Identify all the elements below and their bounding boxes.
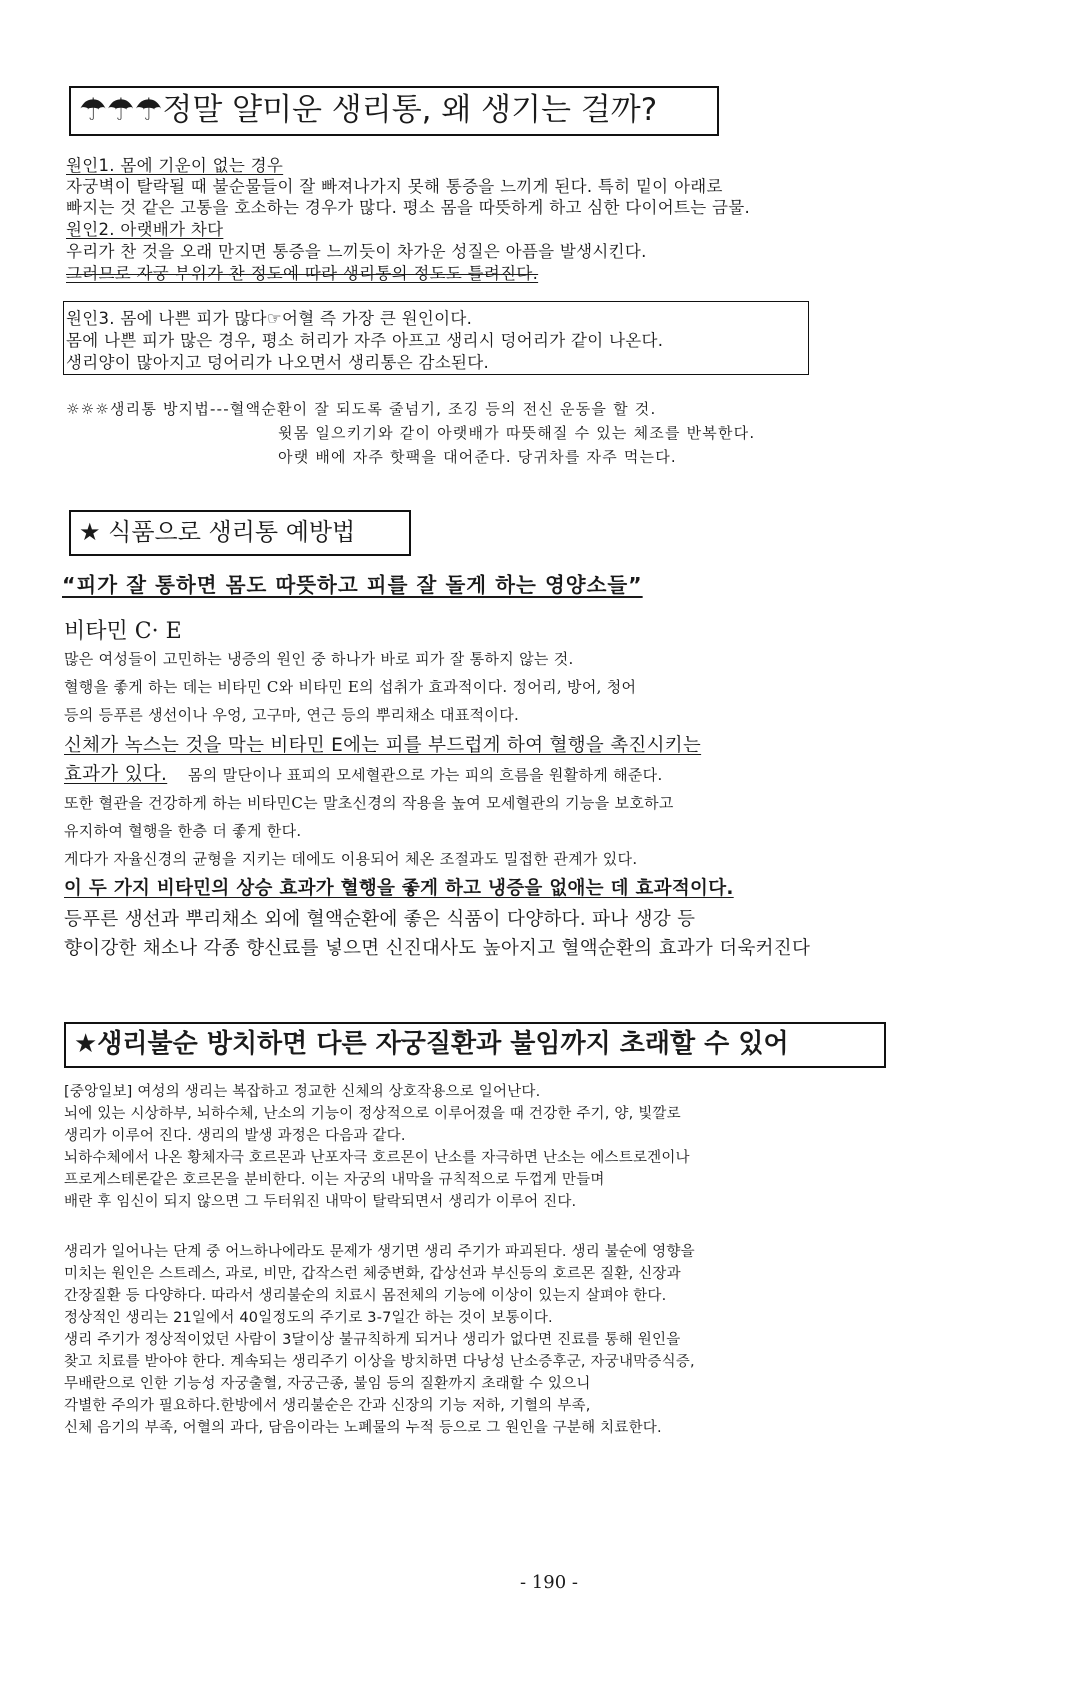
text-line: 각별한 주의가 필요하다.한방에서 생리불순은 간과 신장의 기능 저하, 기혈의 부족, xyxy=(64,1398,591,1414)
text-line: 많은 여성들이 고민하는 냉증의 원인 중 하나가 바로 피가 잘 통하지 않는 것. xyxy=(64,650,574,668)
nutrients-quote: “피가 잘 통하면 몸도 따뜻하고 피를 잘 돌게 하는 영양소들” xyxy=(62,573,643,597)
text-line: 이 두 가지 비타민의 상승 효과가 혈행을 좋게 하고 냉증을 없애는 데 효과적이다. xyxy=(64,878,734,899)
tip-line: ☼☼☼생리통 방지법---혈액순환이 잘 되도록 줄넘기, 조깅 등의 전신 운동을 할 것. xyxy=(66,400,657,418)
text-line: 몸의 말단이나 표피의 모세혈관으로 가는 피의 흐름을 원활하게 해준다. xyxy=(188,766,663,784)
tip-line: 아랫 배에 자주 핫팩을 대어준다. 당귀차를 자주 먹는다. xyxy=(278,448,677,466)
text-line: 뇌에 있는 시상하부, 뇌하수체, 난소의 기능이 정상적으로 이루어졌을 때 건강한 주기, 양, 빛깔로 xyxy=(64,1106,681,1122)
text-line: 등푸른 생선과 뿌리채소 외에 혈액순환에 좋은 식품이 다양하다. 파나 생강 등 xyxy=(64,909,696,930)
section-title-irregular-period: ★생리불순 방치하면 다른 자궁질환과 불임까지 초래할 수 있어 xyxy=(64,1022,886,1068)
text-line: 정상적인 생리는 21일에서 40일정도의 주기로 3-7일간 하는 것이 보통이다. xyxy=(64,1310,553,1326)
text-line: 뇌하수체에서 나온 황체자극 호르몬과 난포자극 호르몬이 난소를 자극하면 난소는 에스트로겐이나 xyxy=(64,1150,690,1166)
text-line: 신체가 녹스는 것을 막는 비타민 E에는 피를 부드럽게 하여 혈행을 촉진시키는 xyxy=(64,735,702,756)
text-line: 무배란으로 인한 기능성 자궁출혈, 자궁근종, 불임 등의 질환까지 초래할 수 있으니 xyxy=(64,1376,591,1392)
text-line: [중앙일보] 여성의 생리는 복잡하고 정교한 신체의 상호작용으로 일어난다. xyxy=(64,1084,541,1100)
text-line: 혈행을 좋게 하는 데는 비타민 C와 비타민 E의 섭취가 효과적이다. 정어리, 방어, 청어 xyxy=(64,678,637,696)
text-line: 향이강한 채소나 각종 향신료를 넣으면 신진대사도 높아지고 혈액순환의 효과가 더욱커진다 xyxy=(64,938,811,959)
text-line: 등의 등푸른 생선이나 우엉, 고구마, 연근 등의 뿌리채소 대표적이다. xyxy=(64,706,520,724)
text-line: 생리가 이루어 진다. 생리의 발생 과정은 다음과 같다. xyxy=(64,1128,406,1144)
text-line: 게다가 자율신경의 균형을 지키는 데에도 이용되어 체온 조절과도 밀접한 관계가 있다. xyxy=(64,850,638,868)
text-line: 우리가 찬 것을 오래 만지면 통증을 느끼듯이 차가운 성질은 아픔을 발생시킨다. xyxy=(66,242,647,261)
text-line: 생리양이 많아지고 덩어리가 나오면서 생리통은 감소된다. xyxy=(66,353,490,372)
section-title-food-prevention: ★ 식품으로 생리통 예방법 xyxy=(69,510,411,556)
text-line: 간장질환 등 다양하다. 따라서 생리불순의 치료시 몸전체의 기능에 이상이 있는지 살펴야 한다. xyxy=(64,1288,667,1304)
vitamin-heading: 비타민 C· E xyxy=(64,619,182,644)
cause2-heading: 원인2. 아랫배가 차다 xyxy=(66,220,224,239)
text-line: 그러므로 자궁 부위가 찬 정도에 따라 생리통의 정도도 틀려진다. xyxy=(66,264,539,283)
text-line: 배란 후 임신이 되지 않으면 그 두터워진 내막이 탈락되면서 생리가 이루어 진다. xyxy=(64,1194,577,1210)
tip-line: 윗몸 일으키기와 같이 아랫배가 따뜻해질 수 있는 체조를 반복한다. xyxy=(278,424,756,442)
section-title-cramps-cause: ☂☂☂정말 얄미운 생리통, 왜 생기는 걸까? xyxy=(69,86,719,136)
cause3-heading: 원인3. 몸에 나쁜 피가 많다☞어혈 즉 가장 큰 원인이다. xyxy=(66,309,473,328)
text-line: 미치는 원인은 스트레스, 과로, 비만, 갑작스런 체중변화, 갑상선과 부신등의 호르몬 질환, 신장과 xyxy=(64,1266,681,1282)
cause1-heading: 원인1. 몸에 기운이 없는 경우 xyxy=(66,156,284,175)
text-line: 생리가 일어나는 단계 중 어느하나에라도 문제가 생기면 생리 주기가 파괴된다. 생리 불순에 영향을 xyxy=(64,1244,695,1260)
text-line: 유지하여 혈행을 한층 더 좋게 한다. xyxy=(64,822,302,840)
text-line: 신체 음기의 부족, 어혈의 과다, 담음이라는 노폐물의 누적 등으로 그 원인을 구분해 치료한다. xyxy=(64,1420,662,1436)
text-line: 효과가 있다. xyxy=(64,764,168,785)
text-line: 빠지는 것 같은 고통을 호소하는 경우가 많다. 평소 몸을 따뜻하게 하고 심한 다이어트는 금물. xyxy=(66,198,751,217)
text-line: 몸에 나쁜 피가 많은 경우, 평소 허리가 자주 아프고 생리시 덩어리가 같이 나온다. xyxy=(66,331,664,350)
text-line: 프로게스테론같은 호르몬을 분비한다. 이는 자궁의 내막을 규칙적으로 두껍게 만들며 xyxy=(64,1172,605,1188)
page-number: - 190 - xyxy=(520,1572,578,1593)
text-line: 또한 혈관을 건강하게 하는 비타민C는 말초신경의 작용을 높여 모세혈관의 기능을 보호하고 xyxy=(64,794,674,812)
text-line: 자궁벽이 탈락될 때 불순물들이 잘 빠져나가지 못해 통증을 느끼게 된다. 특히 밑이 아래로 xyxy=(66,177,723,196)
text-line: 생리 주기가 정상적이었던 사람이 3달이상 불규칙하게 되거나 생리가 없다면 진료를 통해 원인을 xyxy=(64,1332,681,1348)
text-line: 찾고 치료를 받아야 한다. 계속되는 생리주기 이상을 방치하면 다낭성 난소증후군, 자궁내막증식증, xyxy=(64,1354,695,1370)
